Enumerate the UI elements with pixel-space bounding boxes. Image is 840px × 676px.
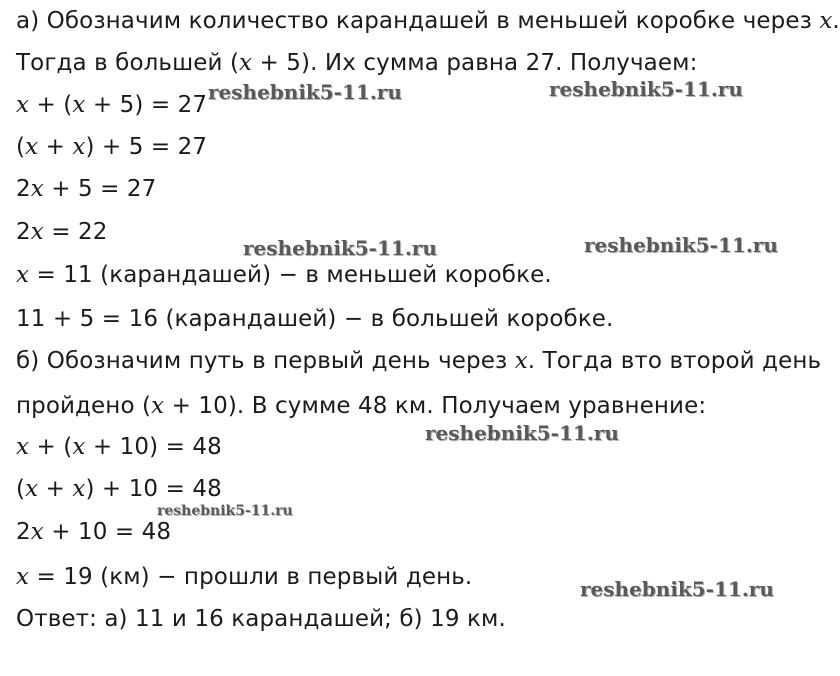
text-segment: ( xyxy=(16,134,26,160)
text-segment: + ( xyxy=(29,92,73,118)
text-segment: 2 xyxy=(16,219,31,245)
text-segment: + 5) = 27 xyxy=(85,92,208,118)
text-segment: = 19 (км) − прошли в первый день. xyxy=(29,564,473,590)
text-line xyxy=(16,90,207,120)
text-segment: б) Обозначим путь в первый день через xyxy=(16,348,515,374)
watermark: reshebnik5-11.ru xyxy=(549,77,743,101)
text-line xyxy=(16,562,472,592)
text-line xyxy=(16,304,613,334)
text-line xyxy=(16,432,222,462)
math-variable: x xyxy=(25,476,39,502)
math-variable: x xyxy=(16,564,30,590)
math-variable: x xyxy=(72,476,86,502)
text-segment: = 22 xyxy=(43,219,108,245)
math-variable: x xyxy=(151,393,165,419)
text-segment: а) Обозначим количество карандашей в меньшей коробке через xyxy=(16,8,820,34)
text-segment: + 10). В сумме 48 км. Получаем уравнение: xyxy=(164,393,707,419)
text-segment: ( xyxy=(16,476,26,502)
text-segment: + 10 = 48 xyxy=(43,519,172,545)
text-segment: + 10) = 48 xyxy=(85,434,222,460)
math-variable: x xyxy=(30,519,44,545)
watermark: reshebnik5-11.ru xyxy=(580,577,774,601)
math-variable: x xyxy=(25,134,39,160)
math-variable: x xyxy=(16,262,30,288)
watermark: reshebnik5-11.ru xyxy=(425,421,619,445)
text-segment: = 11 (карандашей) − в меньшей коробке. xyxy=(29,262,552,288)
text-segment: + xyxy=(38,134,73,160)
text-line xyxy=(16,6,840,36)
text-segment: + ( xyxy=(29,434,73,460)
math-variable: x xyxy=(514,348,528,374)
text-segment: + 5 = 27 xyxy=(43,176,157,202)
text-segment: Тогда в большей ( xyxy=(16,50,240,76)
math-variable: x xyxy=(16,434,30,460)
text-segment: ) + 10 = 48 xyxy=(85,476,222,502)
text-segment: пройдено ( xyxy=(16,393,152,419)
text-segment: Ответ: а) 11 и 16 карандашей; б) 19 км. xyxy=(16,606,506,632)
text-segment: . xyxy=(832,8,840,34)
math-variable: x xyxy=(30,176,44,202)
text-line xyxy=(16,260,552,290)
watermark: reshebnik5-11.ru xyxy=(584,233,778,257)
math-variable: x xyxy=(819,8,833,34)
text-line xyxy=(16,474,222,504)
text-segment: + xyxy=(38,476,73,502)
math-variable: x xyxy=(239,50,253,76)
math-variable: x xyxy=(30,219,44,245)
text-segment: 2 xyxy=(16,519,31,545)
watermark: reshebnik5-11.ru xyxy=(157,503,293,519)
text-line xyxy=(16,517,171,547)
text-line xyxy=(16,132,207,162)
text-line xyxy=(16,174,156,204)
text-segment: ) + 5 = 27 xyxy=(85,134,208,160)
math-variable: x xyxy=(72,134,86,160)
math-variable: x xyxy=(16,92,30,118)
text-line xyxy=(16,604,506,634)
text-segment: 11 + 5 = 16 (карандашей) − в большей коробке. xyxy=(16,306,614,332)
text-segment: 2 xyxy=(16,176,31,202)
math-variable: x xyxy=(72,92,86,118)
text-segment: + 5). Их сумма равна 27. Получаем: xyxy=(252,50,698,76)
text-line xyxy=(16,217,107,247)
math-variable: x xyxy=(72,434,86,460)
text-segment: . Тогда вто второй день xyxy=(527,348,822,374)
watermark: reshebnik5-11.ru xyxy=(208,80,402,104)
text-line xyxy=(16,391,706,421)
watermark: reshebnik5-11.ru xyxy=(243,236,437,260)
text-line xyxy=(16,48,697,78)
text-line xyxy=(16,346,821,376)
